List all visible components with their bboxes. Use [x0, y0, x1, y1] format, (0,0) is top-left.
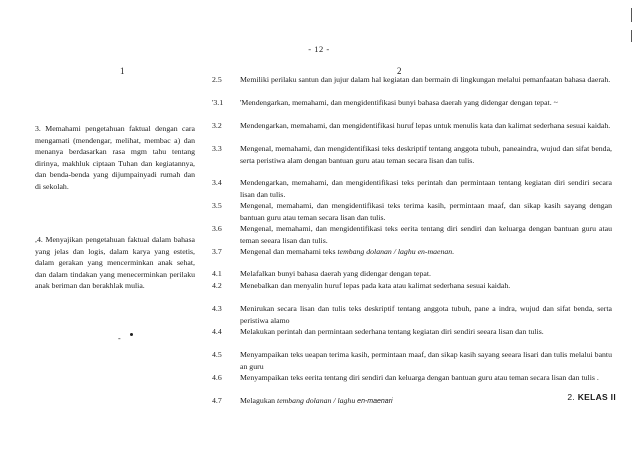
kd-item — [212, 143, 612, 166]
kd-item — [212, 395, 512, 408]
kd-text: Melakukan perintah dan permintaan sederhana tentang kegiatan diri sendiri seeara lisan dan tulis. — [240, 327, 544, 336]
page-number: - 12 - — [308, 44, 330, 54]
kd-item — [212, 326, 612, 338]
kd-text: Mengenal, memahami, dan mengidentifikasi teks deskriptif tentang anggota tubuh, paneaindra, wujud dan sifat benda, serta peristiwa alam dengan bantuan guru atau teman secara lisan dan tulis. — [240, 144, 612, 165]
kd-code: 3.6 — [212, 224, 222, 233]
kompetensi-inti-4: ,4. Menyajikan pengetahuan faktual dalam bahasa yang jelas dan logis, dalam karya yang estetis, dalam gerakan yang mencerminkan anak sehat, dan dalam tindakan yang menecerminkan perilaku anak beriman dan berakhlak mulia. — [35, 235, 195, 291]
kd-code: 4.6 — [212, 373, 222, 382]
kd-code: 3.5 — [212, 201, 222, 210]
kd-item — [212, 223, 612, 246]
kd-code: 4.4 — [212, 327, 222, 336]
kd-item — [212, 97, 612, 109]
kd-item — [212, 372, 612, 384]
kd-text: 'Mendengarkan, memahami, dan mengidentifikasi bunyi bahasa daerah yang didengar dengan tepat. ~ — [240, 98, 558, 107]
kd-text: Menebalkan dan menyalin huruf lepas pada kata atau kalimat sederhana sesuai kaidah. — [240, 281, 511, 290]
kd-text: Melagukan tembang dolanan / laghu en-maenari — [240, 396, 393, 405]
kd-code: 4.1 — [212, 269, 222, 278]
kd-text: Mengenal dan memahami teks tembang dolanan / laghu en-maenan. — [240, 247, 455, 256]
page-edge-mark — [631, 8, 632, 22]
kd-code: 4.5 — [212, 350, 222, 359]
kd-code: 4.3 — [212, 304, 222, 313]
page-edge-mark — [631, 30, 632, 42]
kd-text: Menirukan secara lisan dan tulis teks deskriptif tentang anggota tubuh, pane a indra, wujud dan sifat benda, serta peristiwa alamo — [240, 304, 612, 325]
kd-item — [212, 268, 612, 280]
footer-label: KELAS Il — [577, 392, 616, 402]
kd-text: Mengenal, memahami, dan mengidentifikasi teks terima kasih, permintaan maaf, dan sikap kasih sayang dengan bantuan guru atau teman secara lisan dan tulis. — [240, 201, 612, 222]
kd-item — [212, 246, 612, 258]
kd-code: 3.3 — [212, 144, 222, 153]
kd-code: 3.4 — [212, 178, 222, 187]
stray-dot — [130, 333, 133, 336]
kd-code: 4.2 — [212, 281, 222, 290]
kd-item — [212, 74, 612, 86]
kd-code: 2.5 — [212, 75, 222, 84]
kd-italic-title: tembang dolanan / laghu en-maenan. — [337, 247, 455, 256]
kd-text: Mengenal, memahami, dan mengidentifikasi teks eerita tentang diri sendiri dan keluarga dengan bantuan guru atau teman seeara lisan dan tulis. — [240, 224, 612, 245]
kd-item — [212, 349, 612, 372]
kd-code: '3.1 — [212, 98, 224, 107]
kd-text: Mendengarkan, memahami, dan mengidentifikasi huruf lepas untuk menulis kata dan kalimat sederhana sesuai kaidah. — [240, 121, 611, 130]
kd-tail: en-maenari — [357, 398, 393, 405]
kd-item — [212, 303, 612, 326]
footer-class-label — [567, 392, 616, 402]
kd-text: Menyampaikan teks ueapan terima kasih, permintaan maaf, dan sikap kasih sayang seeara lisari dan tulis melalui bantu an guru — [240, 350, 612, 371]
kd-text: Memiliki perilaku santun dan jujur dalam hal kegiatan dan bermain di lingkungan melalui pemanfaatan bahasa daerah. — [240, 75, 611, 84]
kd-code: 3.2 — [212, 121, 222, 130]
stray-dash: - — [118, 334, 121, 343]
kd-item — [212, 200, 612, 223]
kd-item — [212, 177, 612, 200]
kd-text: Melafalkan bunyi bahasa daerah yang didengar dengan tepat. — [240, 269, 431, 278]
kd-item — [212, 120, 612, 132]
kd-italic-title: tembang dolanan / laghu — [277, 396, 356, 405]
column-header-1: 1 — [120, 66, 125, 76]
kd-code: 4.7 — [212, 396, 222, 405]
kd-text: Mendengarkan, memahami, dan mengidentifikasi teks perintah dan permintaan tentang kegiatan diri sendiri secara lisan dan tulis. — [240, 178, 612, 199]
kompetensi-inti-3: 3. Memahami pengetahuan faktual dengan cara mengamati (mendengar, melihat, membac a) dan menanya berdasarkan rasa mgm tahu tentang dirinya, makhluk ciptaan Tuhan dan kegiatannya, dan benda-benda yang dijumpainyadi rumah dan di sekolah. — [35, 124, 195, 191]
kd-code: 3.7 — [212, 247, 222, 256]
kd-text: Menyampaikan teks eerita tentang diri sendiri dan keluarga dengan bantuan guru atau teman secara lisan dan tulis . — [240, 373, 599, 382]
kd-item — [212, 280, 612, 292]
footer-prefix: 2. — [567, 392, 576, 402]
column-header-2: 2 — [397, 66, 402, 76]
